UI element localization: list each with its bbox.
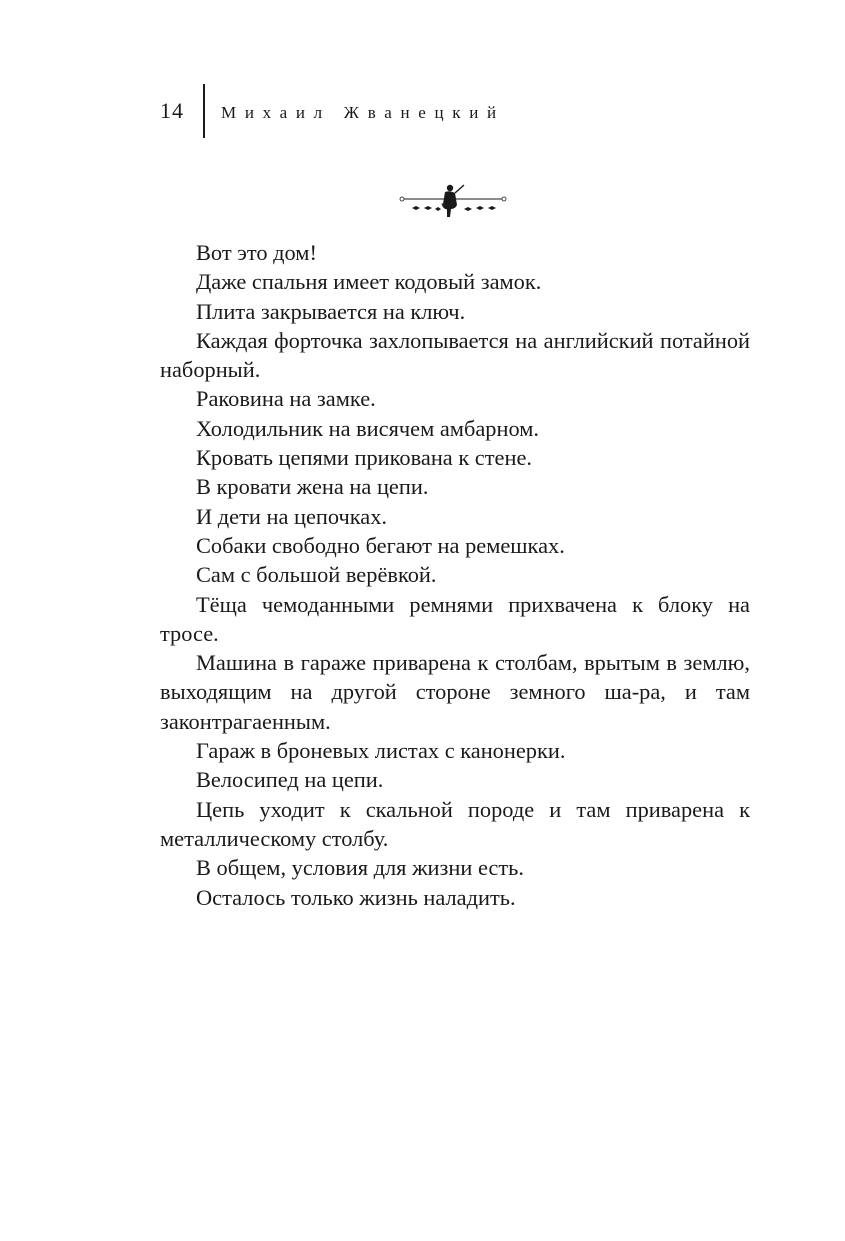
paragraph: Кровать цепями прикована к стене. (196, 445, 532, 471)
paragraph: Цепь уходит к скальной породе и там приварена к металлическому столбу. (160, 796, 750, 851)
paragraph: Раковина на замке. (196, 386, 376, 412)
paragraph: Велосипед на цепи. (196, 767, 384, 793)
paragraph: В общем, условия для жизни есть. (196, 855, 524, 881)
paragraph: В кровати жена на цепи. (196, 474, 429, 500)
page-number: 14 (160, 98, 184, 123)
paragraph: Каждая форточка захлопывается на английский потайной наборный. (160, 327, 750, 383)
paragraph: Сам с большой верёвкой. (196, 562, 437, 588)
paragraph: Гараж в броневых листах с канонерки. (196, 738, 566, 764)
paragraph: Собаки свободно бегают на ремешках. (196, 532, 565, 558)
header-divider (203, 84, 205, 138)
paragraph: Вот это дом! (196, 240, 317, 265)
paragraph: Машина в гараже приварена к столбам, врытым в землю, выходящим на другой стороне земного ша-ра, и там законтрагаенным. (160, 650, 750, 734)
fisherman-ornament-icon (398, 182, 508, 222)
running-title: Михаил Жванецкий (221, 103, 505, 122)
paragraph: Холодильник на висячем амбарном. (196, 415, 540, 441)
paragraph: Плита закрывается на ключ. (196, 298, 466, 324)
paragraph: Тёща чемоданными ремнями прихвачена к блоку на тросе. (160, 591, 750, 646)
paragraph: Осталось только жизнь наладить. (196, 884, 516, 910)
paragraph: Даже спальня имеет кодовый замок. (196, 269, 542, 295)
paragraph: И дети на цепочках. (196, 503, 388, 529)
body-text (160, 238, 750, 912)
